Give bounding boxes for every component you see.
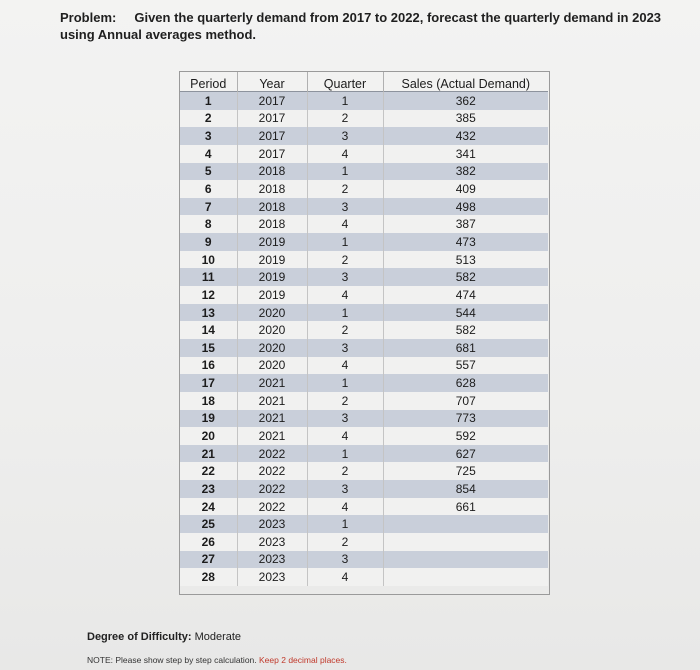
cell-sales: 387 <box>383 215 548 233</box>
table-row <box>180 92 548 110</box>
cell-year: 2020 <box>237 357 307 375</box>
table-row <box>180 480 548 498</box>
cell-quarter: 4 <box>307 357 383 375</box>
table-row <box>180 304 548 322</box>
difficulty-value: Moderate <box>194 631 242 643</box>
cell-period: 26 <box>180 533 237 551</box>
cell-year: 2022 <box>237 445 307 463</box>
header-period: Period <box>190 77 227 91</box>
note-label: NOTE: <box>87 655 113 665</box>
cell-sales: 592 <box>383 427 548 445</box>
difficulty-line <box>87 631 241 643</box>
table-row <box>180 163 548 181</box>
cell-period: 24 <box>180 498 237 516</box>
table-row <box>180 515 548 533</box>
cell-quarter: 1 <box>307 515 383 533</box>
cell-quarter: 2 <box>307 180 383 198</box>
table-row <box>180 180 548 198</box>
cell-year: 2019 <box>237 268 307 286</box>
cell-period: 4 <box>180 145 237 163</box>
cell-quarter: 1 <box>307 163 383 181</box>
cell-sales: 382 <box>383 163 548 181</box>
table-row <box>180 198 548 216</box>
cell-quarter: 4 <box>307 427 383 445</box>
cell-period: 5 <box>180 163 237 181</box>
cell-period: 2 <box>180 110 237 128</box>
cell-quarter: 1 <box>307 304 383 322</box>
note-line <box>87 655 347 665</box>
cell-year: 2018 <box>237 163 307 181</box>
cell-quarter: 3 <box>307 551 383 569</box>
cell-quarter: 2 <box>307 462 383 480</box>
table-row <box>180 498 548 516</box>
header-quarter: Quarter <box>307 72 383 92</box>
cell-quarter: 2 <box>307 392 383 410</box>
cell-period: 18 <box>180 392 237 410</box>
cell-sales: 473 <box>383 233 548 251</box>
cell-sales: 544 <box>383 304 548 322</box>
cell-sales: 409 <box>383 180 548 198</box>
note-text: Please show step by step calculation. <box>115 655 257 665</box>
table-row <box>180 462 548 480</box>
cell-sales <box>383 533 548 551</box>
problem-label: Problem: <box>60 10 117 25</box>
cell-period: 11 <box>180 268 237 286</box>
table-row <box>180 145 548 163</box>
table-row <box>180 127 548 145</box>
cell-quarter: 4 <box>307 145 383 163</box>
cell-period: 12 <box>180 286 237 304</box>
cell-period: 13 <box>180 304 237 322</box>
cell-quarter: 2 <box>307 533 383 551</box>
table-row <box>180 339 548 357</box>
cell-period: 8 <box>180 215 237 233</box>
table-row <box>180 427 548 445</box>
cell-quarter: 3 <box>307 268 383 286</box>
cell-quarter: 3 <box>307 410 383 428</box>
cell-sales: 513 <box>383 251 548 269</box>
table-row <box>180 233 548 251</box>
cell-quarter: 3 <box>307 198 383 216</box>
cell-sales: 582 <box>383 321 548 339</box>
cell-year: 2018 <box>237 198 307 216</box>
cell-period: 1 <box>180 92 237 110</box>
cell-year: 2020 <box>237 339 307 357</box>
cell-sales: 474 <box>383 286 548 304</box>
cell-period: 3 <box>180 127 237 145</box>
cell-sales: 385 <box>383 110 548 128</box>
table-row <box>180 533 548 551</box>
table-row <box>180 110 548 128</box>
cell-sales: 707 <box>383 392 548 410</box>
cell-year: 2021 <box>237 392 307 410</box>
cell-year: 2023 <box>237 551 307 569</box>
cell-sales: 854 <box>383 480 548 498</box>
cell-year: 2017 <box>237 127 307 145</box>
cell-sales: 627 <box>383 445 548 463</box>
cell-sales <box>383 515 548 533</box>
cell-quarter: 3 <box>307 127 383 145</box>
cell-period: 10 <box>180 251 237 269</box>
cell-year: 2021 <box>237 374 307 392</box>
cell-period: 15 <box>180 339 237 357</box>
cell-sales: 432 <box>383 127 548 145</box>
cell-period: 19 <box>180 410 237 428</box>
cell-sales: 661 <box>383 498 548 516</box>
cell-period: 25 <box>180 515 237 533</box>
cell-year: 2019 <box>237 286 307 304</box>
cell-sales: 362 <box>383 92 548 110</box>
cell-sales <box>383 568 548 586</box>
table-row <box>180 410 548 428</box>
cell-quarter: 4 <box>307 498 383 516</box>
cell-year: 2017 <box>237 92 307 110</box>
cell-year: 2020 <box>237 304 307 322</box>
cell-period: 28 <box>180 568 237 586</box>
cell-sales: 681 <box>383 339 548 357</box>
cell-quarter: 4 <box>307 215 383 233</box>
difficulty-label: Degree of Difficulty: <box>87 631 192 643</box>
demand-table <box>180 72 548 586</box>
table-row <box>180 374 548 392</box>
cell-period: 23 <box>180 480 237 498</box>
cell-sales: 557 <box>383 357 548 375</box>
header-year: Year <box>237 72 307 92</box>
cell-sales: 341 <box>383 145 548 163</box>
cell-quarter: 4 <box>307 568 383 586</box>
cell-period: 22 <box>180 462 237 480</box>
cell-year: 2023 <box>237 515 307 533</box>
cell-sales <box>383 551 548 569</box>
cell-year: 2019 <box>237 233 307 251</box>
cell-year: 2017 <box>237 145 307 163</box>
cell-sales: 628 <box>383 374 548 392</box>
table-row <box>180 551 548 569</box>
cell-sales: 725 <box>383 462 548 480</box>
cell-year: 2022 <box>237 480 307 498</box>
cell-quarter: 2 <box>307 321 383 339</box>
cell-year: 2022 <box>237 462 307 480</box>
problem-statement <box>60 9 690 43</box>
cell-quarter: 3 <box>307 480 383 498</box>
cell-quarter: 1 <box>307 445 383 463</box>
cell-year: 2018 <box>237 215 307 233</box>
cell-period: 7 <box>180 198 237 216</box>
cell-quarter: 1 <box>307 374 383 392</box>
table-row <box>180 215 548 233</box>
cell-period: 27 <box>180 551 237 569</box>
note-highlight: Keep 2 decimal places. <box>259 655 347 665</box>
table-header-row <box>180 72 548 92</box>
cell-quarter: 2 <box>307 110 383 128</box>
cell-period: 6 <box>180 180 237 198</box>
table-row <box>180 357 548 375</box>
cell-period: 16 <box>180 357 237 375</box>
cell-year: 2023 <box>237 533 307 551</box>
cell-period: 17 <box>180 374 237 392</box>
table-row <box>180 321 548 339</box>
cell-year: 2019 <box>237 251 307 269</box>
table-row <box>180 392 548 410</box>
cell-year: 2021 <box>237 410 307 428</box>
cell-year: 2017 <box>237 110 307 128</box>
cell-sales: 498 <box>383 198 548 216</box>
cell-quarter: 4 <box>307 286 383 304</box>
cell-quarter: 3 <box>307 339 383 357</box>
table-row <box>180 251 548 269</box>
cell-period: 20 <box>180 427 237 445</box>
table-row <box>180 286 548 304</box>
header-sales: Sales (Actual Demand) <box>383 72 548 92</box>
cell-period: 9 <box>180 233 237 251</box>
problem-text: Given the quarterly demand from 2017 to 2022, forecast the quarterly demand in 2023 using Annual averages method. <box>60 10 662 42</box>
cell-year: 2021 <box>237 427 307 445</box>
cell-year: 2018 <box>237 180 307 198</box>
cell-quarter: 1 <box>307 233 383 251</box>
cell-quarter: 1 <box>307 92 383 110</box>
table-row <box>180 568 548 586</box>
cell-year: 2020 <box>237 321 307 339</box>
cell-quarter: 2 <box>307 251 383 269</box>
cell-sales: 582 <box>383 268 548 286</box>
cell-sales: 773 <box>383 410 548 428</box>
cell-period: 14 <box>180 321 237 339</box>
table-row <box>180 445 548 463</box>
cell-year: 2023 <box>237 568 307 586</box>
cell-year: 2022 <box>237 498 307 516</box>
table-row <box>180 268 548 286</box>
cell-period: 21 <box>180 445 237 463</box>
